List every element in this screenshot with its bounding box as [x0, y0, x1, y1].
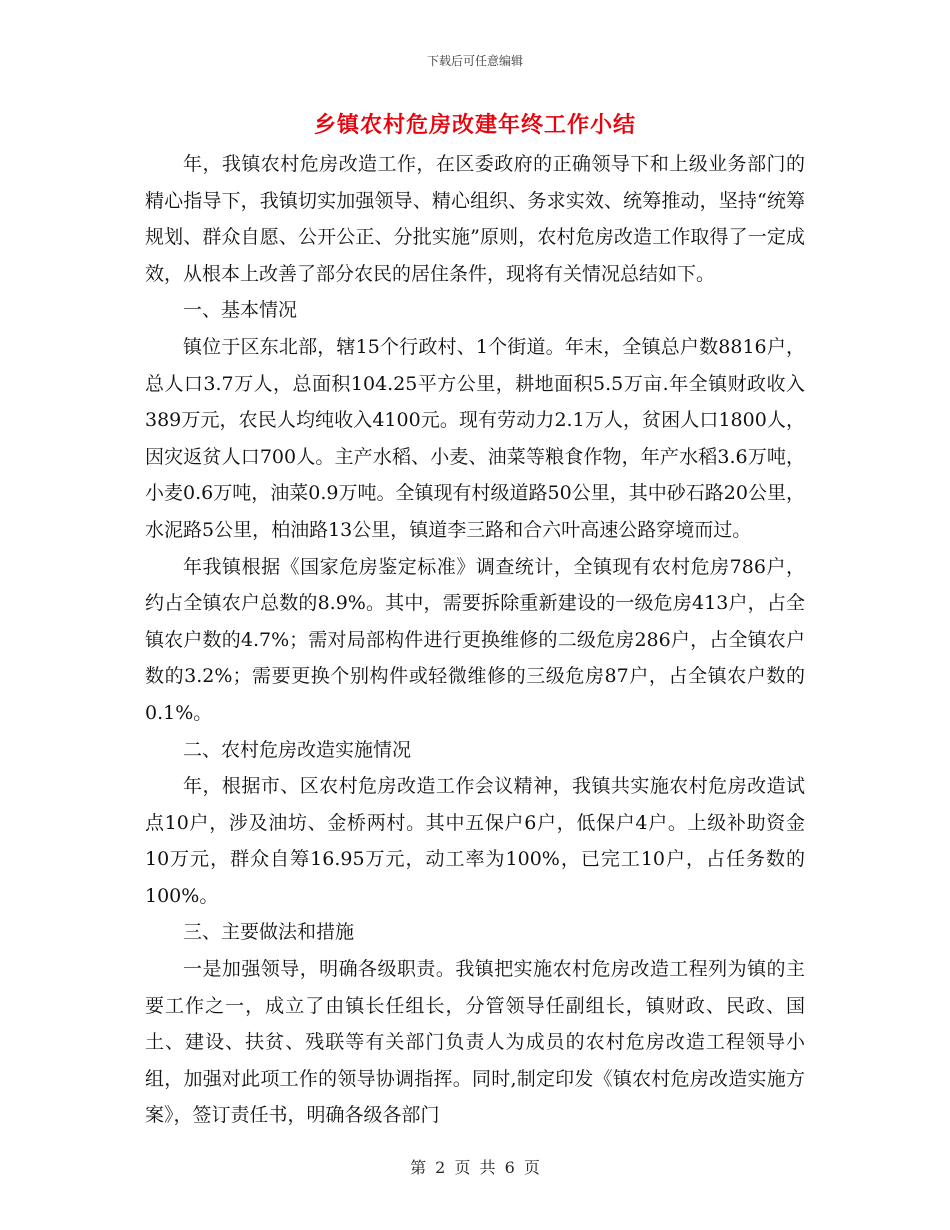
document-body: [145, 146, 805, 1134]
page-number-footer: 第 2 页 共 6 页: [410, 1158, 540, 1177]
paragraph-intro: 年，我镇农村危房改造工作，在区委政府的正确领导下和上级业务部门的精心指导下，我镇切实加强领导、精心组织、务求实效、统筹推动，坚持“统筹规划、群众自愿、公开公正、分批实施”原则，农村危房改造工作取得了一定成效，从根本上改善了部分农民的居住条件，现将有关情况总结如下。: [145, 153, 805, 285]
section-heading-basic-info: 一、基本情况: [183, 299, 298, 322]
paragraph-measures: 一是加强领导，明确各级职责。我镇把实施农村危房改造工程列为镇的主要工作之一，成立了由镇长任组长，分管领导任副组长，镇财政、民政、国土、建设、扶贫、残联等有关部门负责人为成员的农村危房改造工程领导小组，加强对此项工作的领导协调指挥。同时,制定印发《镇农村危房改造实施方案》，签订责任书，明确各级各部门: [145, 958, 805, 1127]
section-heading-implementation: 二、农村危房改造实施情况: [183, 738, 412, 761]
section-heading-measures: 三、主要做法和措施: [183, 921, 355, 944]
paragraph-implementation: 年，根据市、区农村危房改造工作会议精神，我镇共实施农村危房改造试点10户，涉及油坊、金桥两村。其中五保户6户，低保户4户。上级补助资金10万元，群众自筹16.95万元，动工率为100%，已完工10户，占任务数的100%。: [145, 775, 805, 907]
paragraph-survey: 年我镇根据《国家危房鉴定标准》调查统计，全镇现有农村危房786户，约占全镇农户总数的8.9%。其中，需要拆除重新建设的一级危房413户，占全镇农户数的4.7%；需对局部构件进行更换维修的二级危房286户，占全镇农户数的3.2%；需要更换个别构件或轻微维修的三级危房87户，占全镇农户数的0.1%。: [145, 555, 805, 724]
page-header-note: 下载后可任意编辑: [426, 54, 523, 68]
document-title: 乡镇农村危房改建年终工作小结: [313, 112, 636, 138]
paragraph-basic-info: 镇位于区东北部，辖15个行政村、1个街道。年末，全镇总户数8816户，总人口3.7万人，总面积104.25平方公里，耕地面积5.5万亩.年全镇财政收入389万元，农民人均纯收入4100元。现有劳动力2.1万人，贫困人口1800人，因灾返贫人口700人。主产水稻、小麦、油菜等粮食作物，年产水稻3.6万吨，小麦0.6万吨，油菜0.9万吨。全镇现有村级道路50公里，其中砂石路20公里，水泥路5公里，柏油路13公里，镇道李三路和合六叶高速公路穿境而过。: [145, 335, 805, 541]
